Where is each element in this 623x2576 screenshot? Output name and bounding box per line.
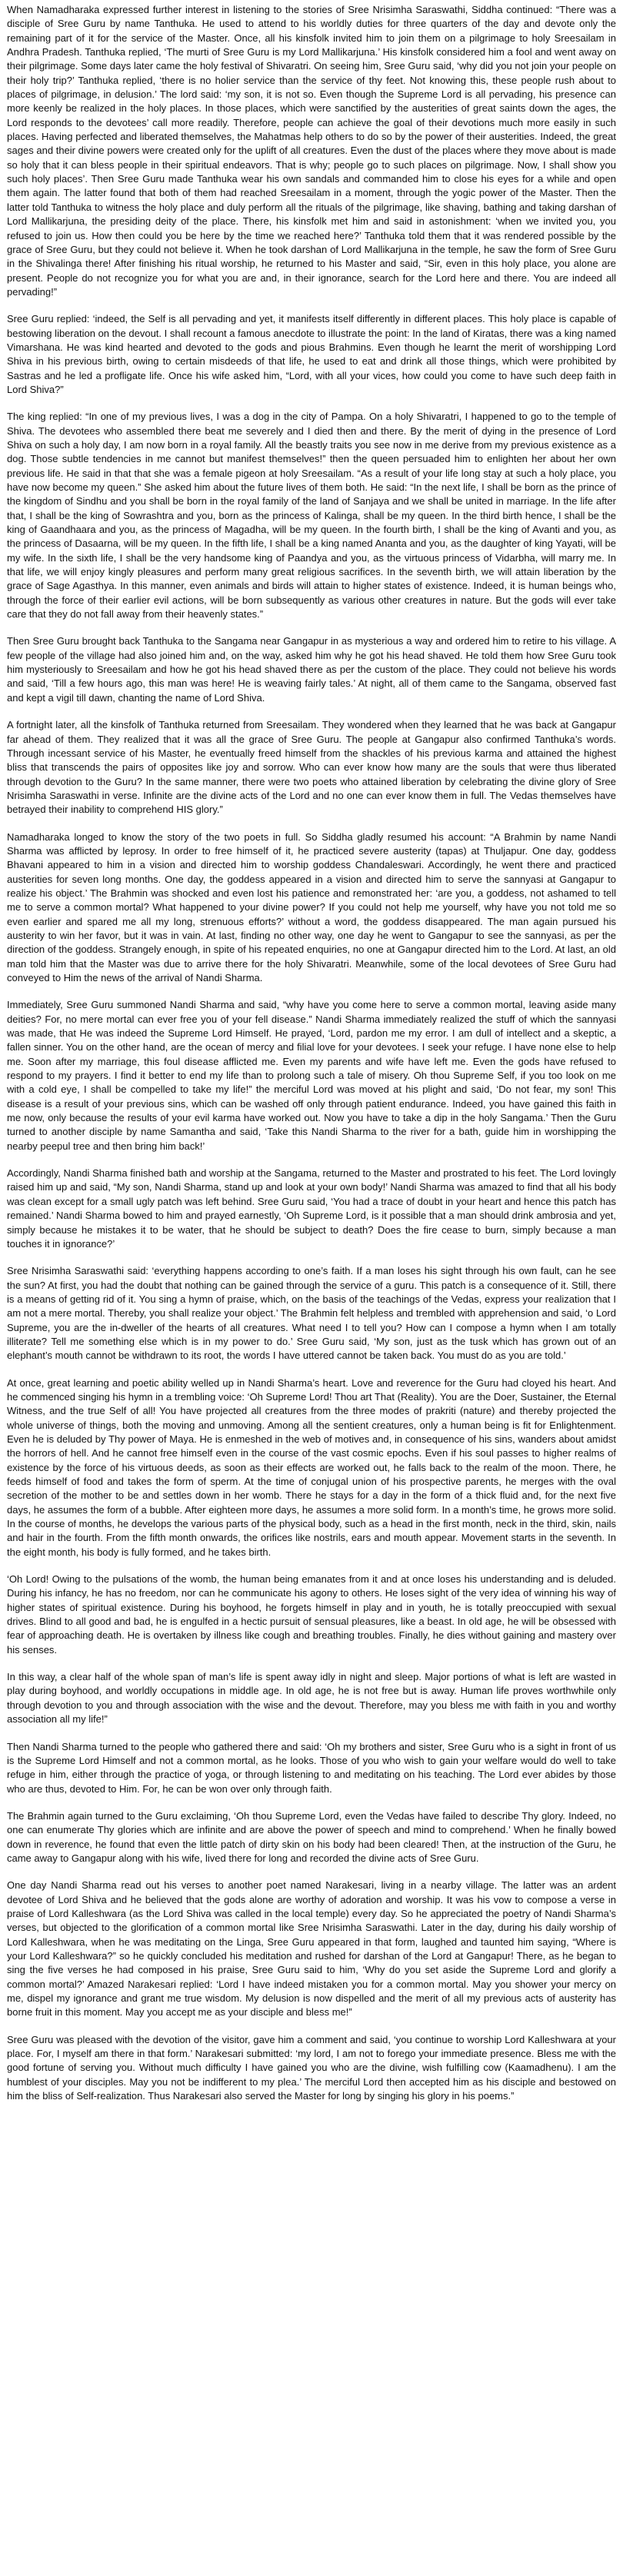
paragraph-bath-at-sangama: Accordingly, Nandi Sharma finished bath and worship at the Sangama, returned to the Master and prostrated to his feet. The Lord lovingly raised him up and said, “My son, Nandi Sharma, stand up and look at your own body!’ Nandi Sharma was amazed to find that all his body was clean except for a small ugly patch was left behind. Sree Guru said, ‘You had a trace of doubt in your heart and hence this patch has remained.’ Nandi Sharma bowed to him and prayed earnestly, ‘Oh Supreme Lord, is it possible that a man should drink ambrosia and yet, simply because he mistakes it to be water, that he should be subject to death? Does the fire cease to burn, simply because a man touches it in ignorance?’ [7, 1167, 616, 1250]
paragraph-tanthuka-pilgrimage: When Namadharaka expressed further interest in listening to the stories of Sree Nrisimha Saraswathi, Siddha continued: “There was a disciple of Sree Guru by name Tanthuka. He used to attend to his worldly duties for three quarters of the day and devote only the remaining part of it for the service of the Master. Once, all his kinsfolk invited him to join them on a pilgrimage to holy Sreesailam in Andhra Pradesh. Tanthuka replied, ‘The murti of Sree Guru is my Lord Mallikarjuna.’ His kinsfolk considered him a fool and went away on their pilgrimage. Some days later came the holy festival of Shivaratri. On seeing him, Sree Guru said, ‘why did you not join your people on their holy trip?’ Tanthuka replied, ‘there is no holier service than the service of thy feet. Not knowing this, these people rush about to places of pilgrimage, in delusion.’ The lord said: ‘my son, it is not so. Even though the Supreme Lord is all pervading, his presence can more keenly be realized in the holy places. In those places, which were sanctified by the austerities of great saints down the ages, the Lord responds to the devotees’ call more readily. Therefore, people can achieve the goal of their devotions much more easily in such places. Having perfected and liberated themselves, the Mahatmas help others to do so by the power of their austerities. Indeed, the great sages and their divine powers were created only for the uplift of all creatures. Even the dust of the places where they move about is made so holy that it can bless people in their spiritual endeavors. That is why; people go to such places on pilgrimage. Now, I shall show you such holy places’. Then Sree Guru made Tanthuka wear his own sandals and commanded him to close his eyes for a while and open them again. The latter found that both of them had reached Sreesailam in a moment, through the yogic power of the Master. Then the latter told Tanthuka to witness the holy place and duly perform all the rituals of the pilgrimage, like shaving, bathing and taking darshan of Lord Mallikarjuna, the presiding deity of the place. There, his kinsfolk met him and said in astonishment: ‘when we invited you, you refused to join us. How then could you be here by the time we reached here?’ Tanthuka told them that it was rendered possible by the grace of Sree Guru, but they could not believe it. When he took darshan of Lord Mallikarjuna in the temple, he saw the form of Sree Guru in the Shivalinga there! After finishing his ritual worship, he returned to his Master and said, “Sir, even in this holy place, you alone are present. People do not recognize you for what you are and, in their ignorance, search for the Lord here and there. You are indeed all pervading!” [7, 4, 616, 298]
paragraph-narakesari: One day Nandi Sharma read out his verses to another poet named Narakesari, living in a nearby village. The latter was an ardent devotee of Lord Shiva and he believed that the gods alone are worthy of adoration and worship. It was his vow to compose a verse in praise of Lord Kalleshwara (as the Lord Shiva was called in the local temple) every day. So he appreciated the poetry of Nandi Sharma’s verses, but objected to the glorification of a common mortal like Sree Nrisimha Saraswathi. Later in the day, during his daily worship of Lord Kalleshwara, when he was meditating on the Linga, Sree Guru appeared in that form, laughed and taunted him saying, “Where is your Lord Kalleshwara?” so he quickly concluded his meditation and rushed for darshan of the Lord at Gangapur! There, as he began to sing the five verses he had composed in his praise, Sree Guru said to him, ‘Why do you set aside the Supreme Lord and glorify a common mortal?’ Amazed Narakesari replied: ‘Lord I have indeed mistaken you for a common mortal. May you shower your mercy on me, dispel my ignorance and grant me true wisdom. My delusion is now dispelled and the merit of all my previous acts of austerity has borne fruit in this moment. May you accept me as your disciple and bless me!” [7, 1879, 616, 2019]
paragraph-kinsfolk-return: A fortnight later, all the kinsfolk of Tanthuka returned from Sreesailam. They wondered when they learned that he was back at Gangapur far ahead of them. They realized that it was all the grace of Sree Guru. The people at Gangapur also confirmed Tanthuka’s words. Through incessant service of his Master, he eventually freed himself from the shackles of his previous karma and attained the highest bliss that transcends the pairs of opposites like joy and sorrow. Who can ever know how many are the souls that were thus liberated through devotion to the Guru? In the same manner, there were two poets who attained liberation by celebrating the divine glory of Sree Nrisimha Saraswathi in verse. Infinite are the divine acts of the Lord and no one can ever know them in full. The Vedas themselves have betrayed their inability to comprehend HIS glory.” [7, 719, 616, 816]
paragraph-narakesari-discipleship: Sree Guru was pleased with the devotion of the visitor, gave him a comment and said, ‘you continue to worship Lord Kalleshwara at your place. For, I myself am there in that form.’ Narakesari submitted: ‘my lord, I am not to forego your immediate presence. Bless me with the good fortune of serving you. Without much difficulty I have gained you who are the divine, wish fulfilling cow (Kaamadhenu). I am the humblest of your disciples. May you not be indifferent to my plea.’ The merciful Lord then accepted him as his disciple and bestowed on him the bliss of Self-realization. Thus Narakesari also served the Master for long by singing his glory in his poems.” [7, 2033, 616, 2102]
paragraph-return-to-gangapur: Then Sree Guru brought back Tanthuka to the Sangama near Gangapur in as mysterious a way and ordered him to retire to his village. A few people of the village had also joined him and, on the way, asked him why he got his head shaved. He told them how Sree Guru took him mysteriously to Sreesailam and how he got his head shaved there as per the custom of the place. They could not believe his words and said, ‘Till a few hours ago, this man was here! He is weaving fairly tales.’ At night, all of them came to the Sangama, observed fast and kept a vigil till dawn, chanting the name of Lord Shiva. [7, 635, 616, 704]
paragraph-guru-summons: Immediately, Sree Guru summoned Nandi Sharma and said, “why have you come here to serve a common mortal, leaving aside many deities? For, no mere mortal can ever free you of your fell disease.” Nandi Sharma immediately realized the stuff of which the sannyasi was made, that He was indeed the Supreme Lord Himself. He prayed, ‘Lord, pardon me my error. I am dull of intellect and a skeptic, a fallen sinner. You on the other hand, are the ocean of mercy and filial love for your devotees. I seek your refuge. I have none else to help me. Soon after my marriage, this foul disease afflicted me. Even my parents and wife have left me. Even the gods have refused to respond to my prayers. I find it better to end my life than to prolong such a tale of misery. Oh thou Supreme Self, if you too look on me with a cold eye, I shall be compelled to take my life!” the merciful Lord was moved at his plight and said, ‘Do not fear, my son! This disease is a result of your previous sins, which can be washed off only through patient endurance. Indeed, you have gained this faith in me now, only because the results of your evil karma have worked out. Now you have to take a dip in the holy Sangama.’ Then the Guru turned to another disciple by name Samantha and said, ‘Take this Nandi Sharma to the river for a bath, guide him in worshipping the nearby peepul tree and then bring him back!’ [7, 999, 616, 1152]
paragraph-human-life-stages: ‘Oh Lord! Owing to the pulsations of the womb, the human being emanates from it and at once loses his understanding and is deluded. During his infancy, he has no freedom, nor can he communicate his agony to others. He loses sight of the very idea of winning his way of higher states of spiritual existence. During his boyhood, he forgets himself in play and in youth, he is totally preoccupied with sexual drives. Blind to all good and bad, he is engulfed in a hectic pursuit of sensual pleasures, like a beast. In old age, he will be obsessed with fear of approaching death. He is overtaken by illness like cough and breathing troubles. Finally, he dies without gaining and mastery over his senses. [7, 1573, 616, 1656]
paragraph-previous-lives: The king replied: “In one of my previous lives, I was a dog in the city of Pampa. On a holy Shivaratri, I happened to go to the temple of Shiva. The devotees who assembled there beat me severely and I died then and there. By the merit of dying in the presence of Lord Shiva on such a holy day, I am now born in a royal family. All the beastly traits you see now in me derive from my previous existence as a dog. Those subtle tendencies in me cannot but manifest themselves!” then the queen persuaded him to enlighten her about her own previous life. He said in that that she was a female pigeon at holy Sreesailam. “As a result of your life long stay at such a holy place, you have now become my queen.” She asked him about the future lives of them both. He said: “In the next life, I shall be born as the prince of the kingdom of Sindhu and you shall be born in the royal family of the land of Sanjaya and we shall be united in marriage. In the life after that, I shall be the king of Sowrashtra and you, born as the princess of Kalinga, shall be my queen. In the third birth hence, I shall be the king of Gaandhaara and you, as the princess of Magadha, will be my queen. In the fourth birth, I shall be the king of Avanti and you, as the princess of Dasaarna, will be my queen. In the fifth life, I shall be a king named Ananta and you, as the daughter of king Yayati, will be my wife. In the sixth life, I shall be the very handsome king of Paandya and you, as the virtuous princess of Vidarbha, will marry me. In that life, we will enjoy kingly pleasures and perform many great religious sacrifices. In the seventh birth, we will attain liberation by the grace of Sage Agasthya. In this manner, even animals and birds will attain to higher states of existence. Indeed, it is human beings who, through the force of their earlier evil actions, will be born subsequently as various other creatures in nature. But the gods will ever take care that they do not fall away from their heavenly states.” [7, 411, 616, 621]
paragraph-address-to-people: Then Nandi Sharma turned to the people who gathered there and said: ‘Oh my brothers and sister, Sree Guru who is a sight in front of us is the Supreme Lord Himself and not a common mortal, as he looks. Those of you who wish to gain your welfare would do well to take refuge in him, either through the practice of yoga, or through listening to and meditating on his teaching. The Lord ever abides by those who are thus, devoted to Him. For, he can be won over only through faith. [7, 1740, 616, 1795]
paragraph-faith-teaching: Sree Nrisimha Saraswathi said: ‘everything happens according to one’s faith. If a man loses his sight through his own fault, can he see the sun? At first, you had the doubt that nothing can be gained through the service of a guru. This patch is a consequence of it. Still, there is a means of getting rid of it. You sing a hymn of praise, which, on the basis of the teachings of the Vedas, express your realization that I am not a mere mortal. Thereby, you shall realize your object.’ The Brahmin felt helpless and trembled with apprehension and said, ‘o Lord Supreme, you are the in-dweller of the hearts of all creatures. What need I to tell you? How can I compose a hymn when I am totally illiterate? Tell me something else which is in my power to do.’ Sree Guru said, ‘My son, just as the tusk which has grown out of an elephant’s mouth cannot be withdrawn to its root, the words I have uttered cannot be taken back. You must do as you are told.’ [7, 1265, 616, 1362]
paragraph-life-span: In this way, a clear half of the whole span of man’s life is spent away idly in night and sleep. Major portions of what is left are wasted in play during boyhood, and worldly occupations in middle age. In old age, he is not free but is away. Human life proves worthwhile only through devotion to you and through association with the wise and the devout. Therefore, may you bless me with faith in you and worthy association all my life!” [7, 1671, 616, 1726]
paragraph-hymn-of-praise: At once, great learning and poetic ability welled up in Nandi Sharma’s heart. Love and reverence for the Guru had cloyed his heart. And he commenced singing his hymn in a trembling voice: ‘Oh Supreme Lord! Thou art That (Reality). You are the Doer, Sustainer, the Eternal Witness, and the true Self of all! You have projected all creatures from the three modes of prakriti (nature) and thereby projected the whole universe of things, both the moving and unmoving. Among all the sentient creatures, only a human being is fit for Enlightenment. Even he is deluded by Thy power of Maya. He is enmeshed in the web of motives and, in consequence of his sins, wanders about amidst the horrors of hell. And he cannot free himself even in the course of the vast cosmic epochs. Even if his soul passes to higher realms of existence by the force of his virtuous deeds, as soon as their effects are worked out, he falls back to the realm of the moon. There, he feeds himself of food and takes the form of sperm. At the time of conjugal union of his prospective parents, he merges with the oval secretion of the mother to be and settles down in her womb. There he stays for a day in the form of a thick fluid and, for the next five days, he assumes the form of a bubble. After eighteen more days, he assumes a more solid form. In a month’s time, he grows more solid. In the course of months, he develops the various parts of the physical body, such as a head in the first month, neck in the third, skin, nails and hair in the fourth. From the fifth month onwards, the orifices like nostrils, ears and mouth appear. Movement starts in the seventh. In the eight month, his body is fully formed, and he takes birth. [7, 1376, 616, 1558]
paragraph-king-vimarshana: Sree Guru replied: ‘indeed, the Self is all pervading and yet, it manifests itself differently in different places. This holy place is capable of bestowing liberation on the devout. I shall recount a famous anecdote to illustrate the point: In the land of Kiratas, there was a king named Vimarshana. He was kind hearted and devoted to the gods and pious Brahmins. Even though he learnt the merit of worshipping Lord Shiva in his previous birth, owing to certain misdeeds of that life, he used to eat and drink all those things, which were prohibited by Sastras and he led a profligate life. Once his wife asked him, “Lord, with all your vices, how could you come to have such deep faith in Lord Shiva?” [7, 313, 616, 395]
paragraph-healing-complete: The Brahmin again turned to the Guru exclaiming, ‘Oh thou Supreme Lord, even the Vedas have failed to describe Thy glory. Indeed, no one can enumerate Thy glories which are infinite and are above the power of speech and mind to comprehend.’ When he finally bowed down in reverence, he found that even the little patch of dirty skin on his body had been cleared! Then, at the instruction of the Guru, he came away to Gangapur along with his wife, lived there for long and recorded the divine acts of Sree Guru. [7, 1809, 616, 1864]
paragraph-nandi-sharma-leprosy: Namadharaka longed to know the story of the two poets in full. So Siddha gladly resumed his account: “A Brahmin by name Nandi Sharma was afflicted by leprosy. In order to free himself of it, he practiced severe austerity (tapas) at Thuljapur. One day, goddess Bhavani appeared to him in a vision and directed him to worship goddess Chandaleswari. Accordingly, he went there and practiced austerities for seven long months. One day, the goddess appeared in a vision and directed him to serve the sannyasi at Gangapur to realize his object.’ The Brahmin was shocked and even lost his patience and remonstrated her: ‘are you, a goddess, not ashamed to tell me to serve a common mortal? What happened to your divine power? If you could not help me yourself, why have you not told me so even earlier and spared me all my long, strenuous efforts?’ without a word, the goddess disappeared. The man again pursued his austerity to win her favor, but it was in vain. At last, finding no other way, one day he went to Gangapur to see the sannyasi, as per the direction of the goddess. Strangely enough, in spite of his repeated enquiries, no one at Gangapur directed him to the Lord. At last, an old man told him that the Master was due to arrive there for the holy Shivaratri. Meanwhile, some of the local devotees of Sree Guru had conveyed to Him the news of the arrival of Nandi Sharma. [7, 830, 616, 983]
